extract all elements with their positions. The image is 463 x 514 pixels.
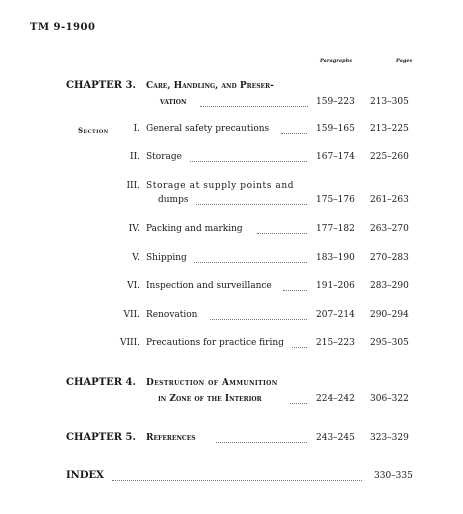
dot-leader [112, 480, 362, 481]
index-label: INDEX [66, 470, 104, 481]
page-range: 323–329 [370, 433, 409, 443]
section-roman: IV. [128, 224, 140, 234]
page-range: 290–294 [370, 310, 409, 320]
document-id: TM 9-1900 [30, 22, 96, 33]
paragraph-range: 183–190 [316, 253, 355, 263]
section-roman: V. [132, 253, 140, 263]
paragraph-range: 175–176 [316, 195, 355, 205]
chapter-title-line2: vation [160, 97, 187, 107]
paragraph-range: 177–182 [316, 224, 355, 234]
page-range: 295–305 [370, 338, 409, 348]
section-roman: VII. [123, 310, 140, 320]
pages-column-header: Pages [396, 58, 413, 64]
chapter-title-line1: Care, Handling, and Preser- [146, 81, 274, 91]
paragraph-range: 167–174 [316, 152, 355, 162]
paragraphs-column-header: Paragraphs [320, 58, 353, 64]
dot-leader [210, 319, 307, 320]
section-roman: III. [126, 181, 140, 191]
chapter-title-line1: Destruction of Ammunition [146, 378, 278, 388]
section-roman: II. [130, 152, 140, 162]
page-range: 225–260 [370, 152, 409, 162]
section-title: Storage [146, 152, 182, 162]
page-range: 270–283 [370, 253, 409, 263]
paragraph-range: 207–214 [316, 310, 355, 320]
chapter-label: CHAPTER 5. [66, 432, 136, 443]
section-label: Section [78, 126, 109, 135]
section-roman: VIII. [119, 338, 140, 348]
dot-leader [257, 233, 307, 234]
page-range: 263–270 [370, 224, 409, 234]
paragraph-range: 191–206 [316, 281, 355, 291]
section-title-line2: dumps [158, 195, 189, 205]
section-title: Shipping [146, 253, 187, 263]
dot-leader [194, 262, 307, 263]
section-title: Renovation [146, 310, 198, 320]
section-roman: I. [133, 124, 140, 134]
section-title-line1: Storage at supply points and [146, 181, 295, 191]
dot-leader [290, 403, 307, 404]
section-title: Inspection and surveillance [146, 281, 272, 291]
page-range: 283–290 [370, 281, 409, 291]
paragraph-range: 159–165 [316, 124, 355, 134]
section-roman: VI. [127, 281, 140, 291]
chapter-title-line2: in Zone of the Interior [158, 394, 262, 404]
dot-leader [190, 161, 307, 162]
dot-leader [200, 106, 308, 107]
paragraph-range: 243–245 [316, 433, 355, 443]
page-range: 261–263 [370, 195, 409, 205]
chapter-label: CHAPTER 3. [66, 80, 136, 91]
paragraph-range: 159–223 [316, 97, 355, 107]
chapter-label: CHAPTER 4. [66, 377, 136, 388]
page-range: 213–305 [370, 97, 409, 107]
section-title: Packing and marking [146, 224, 243, 234]
page-range: 306–322 [370, 394, 409, 404]
dot-leader [216, 442, 307, 443]
dot-leader [281, 133, 307, 134]
section-title: Precautions for practice firing [146, 338, 284, 348]
dot-leader [283, 290, 307, 291]
paragraph-range: 215–223 [316, 338, 355, 348]
section-title: General safety precautions [146, 124, 270, 134]
page-range: 213–225 [370, 124, 409, 134]
dot-leader [196, 204, 307, 205]
paragraph-range: 224–242 [316, 394, 355, 404]
dot-leader [292, 347, 307, 348]
chapter-title: References [146, 433, 196, 443]
page-range: 330–335 [374, 471, 413, 481]
